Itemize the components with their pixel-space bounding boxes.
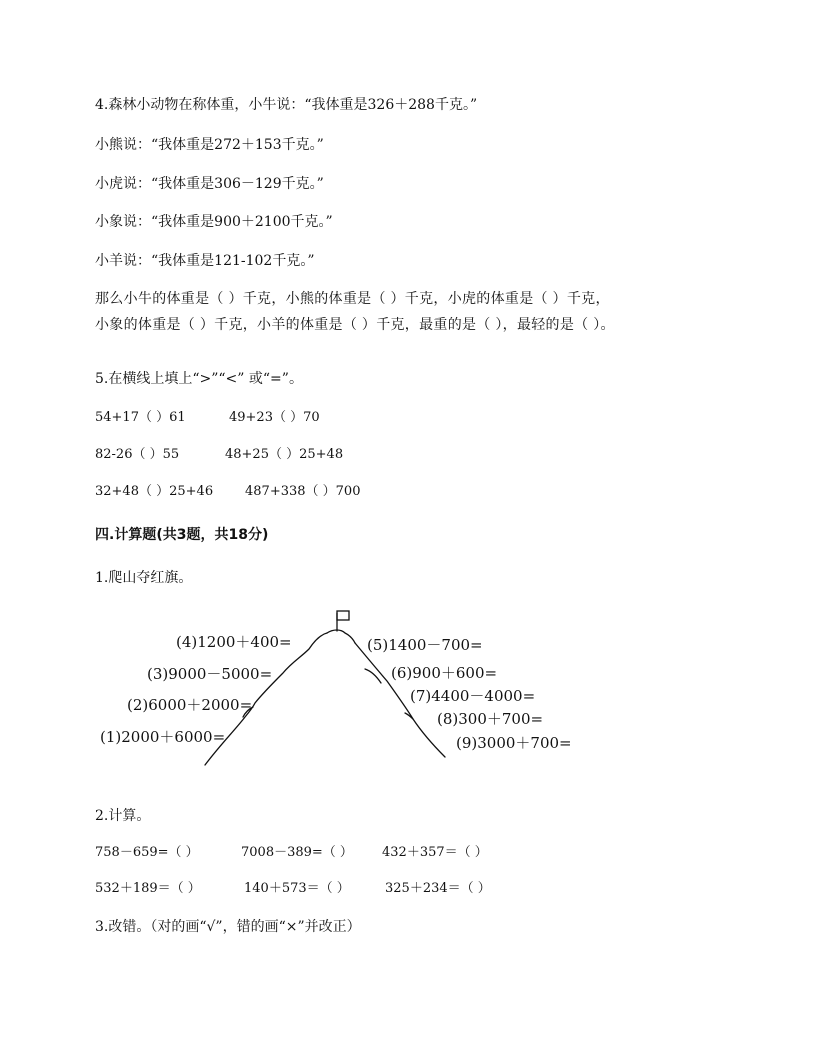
compare-item: 54+17（ ）61: [95, 410, 186, 425]
q4-sheep-statement: 小羊说：“我体重是121-102千克。”: [95, 253, 315, 269]
calc-item: 325＋234＝（ ）: [385, 881, 491, 896]
q4-intro: 4.森林小动物在称体重，小牛说：“我体重是326＋288千克。”: [95, 97, 478, 113]
q4-tiger-statement: 小虎说：“我体重是306－129千克。”: [95, 176, 324, 192]
mountain-summit: [327, 630, 355, 643]
mountain-label: (1)2000＋6000=: [100, 728, 226, 746]
compare-item: 32+48（ ）25+46: [95, 484, 214, 499]
calc3-title: 3.改错。（对的画“√”，错的画“×”并改正）: [95, 919, 361, 935]
q4-bear-statement: 小熊说：“我体重是272＋153千克。”: [95, 137, 324, 153]
q5-title: 5.在横线上填上“>”“<” 或“=”。: [95, 371, 303, 387]
calc2-title: 2.计算。: [95, 808, 151, 824]
section-heading: 四.计算题(共3题，共18分): [95, 527, 269, 543]
mountain-label: (3)9000－5000=: [147, 665, 273, 683]
mountain-label: (9)3000＋700=: [456, 734, 572, 752]
q4-question: 那么小牛的体重是（ ）千克，小熊的体重是（ ）千克，小虎的体重是（ ）千克，小象的体重是（ ）千克，小羊的体重是（ ）千克，最重的是（ ），最轻的是（ ）。: [95, 291, 615, 333]
calc1-title: 1.爬山夺红旗。: [95, 570, 193, 586]
q4-elephant-statement: 小象说：“我体重是900＋2100千克。”: [95, 214, 333, 230]
mountain-figure: [95, 605, 595, 775]
calc-item: 7008－389=（ ）: [241, 845, 353, 860]
compare-item: 49+23（ ）70: [229, 410, 320, 425]
calc-item: 532＋189＝（ ）: [95, 881, 201, 896]
compare-item: 48+25（ ）25+48: [225, 447, 344, 462]
mountain-label: (5)1400－700=: [367, 636, 483, 654]
calc-item: 758－659=（ ）: [95, 845, 199, 860]
mountain-label: (7)4400－4000=: [410, 687, 536, 705]
mountain-label: (4)1200＋400=: [176, 633, 292, 651]
compare-item: 82-26（ ）55: [95, 447, 180, 462]
mountain-label: (2)6000＋2000=: [127, 696, 253, 714]
calc-item: 432＋357＝（ ）: [382, 845, 488, 860]
mountain-label: (6)900＋600=: [391, 664, 498, 682]
compare-item: 487+338（ ）700: [245, 484, 361, 499]
calc-item: 140＋573＝（ ）: [244, 881, 350, 896]
mountain-label: (8)300＋700=: [437, 710, 544, 728]
flag: [337, 611, 349, 620]
